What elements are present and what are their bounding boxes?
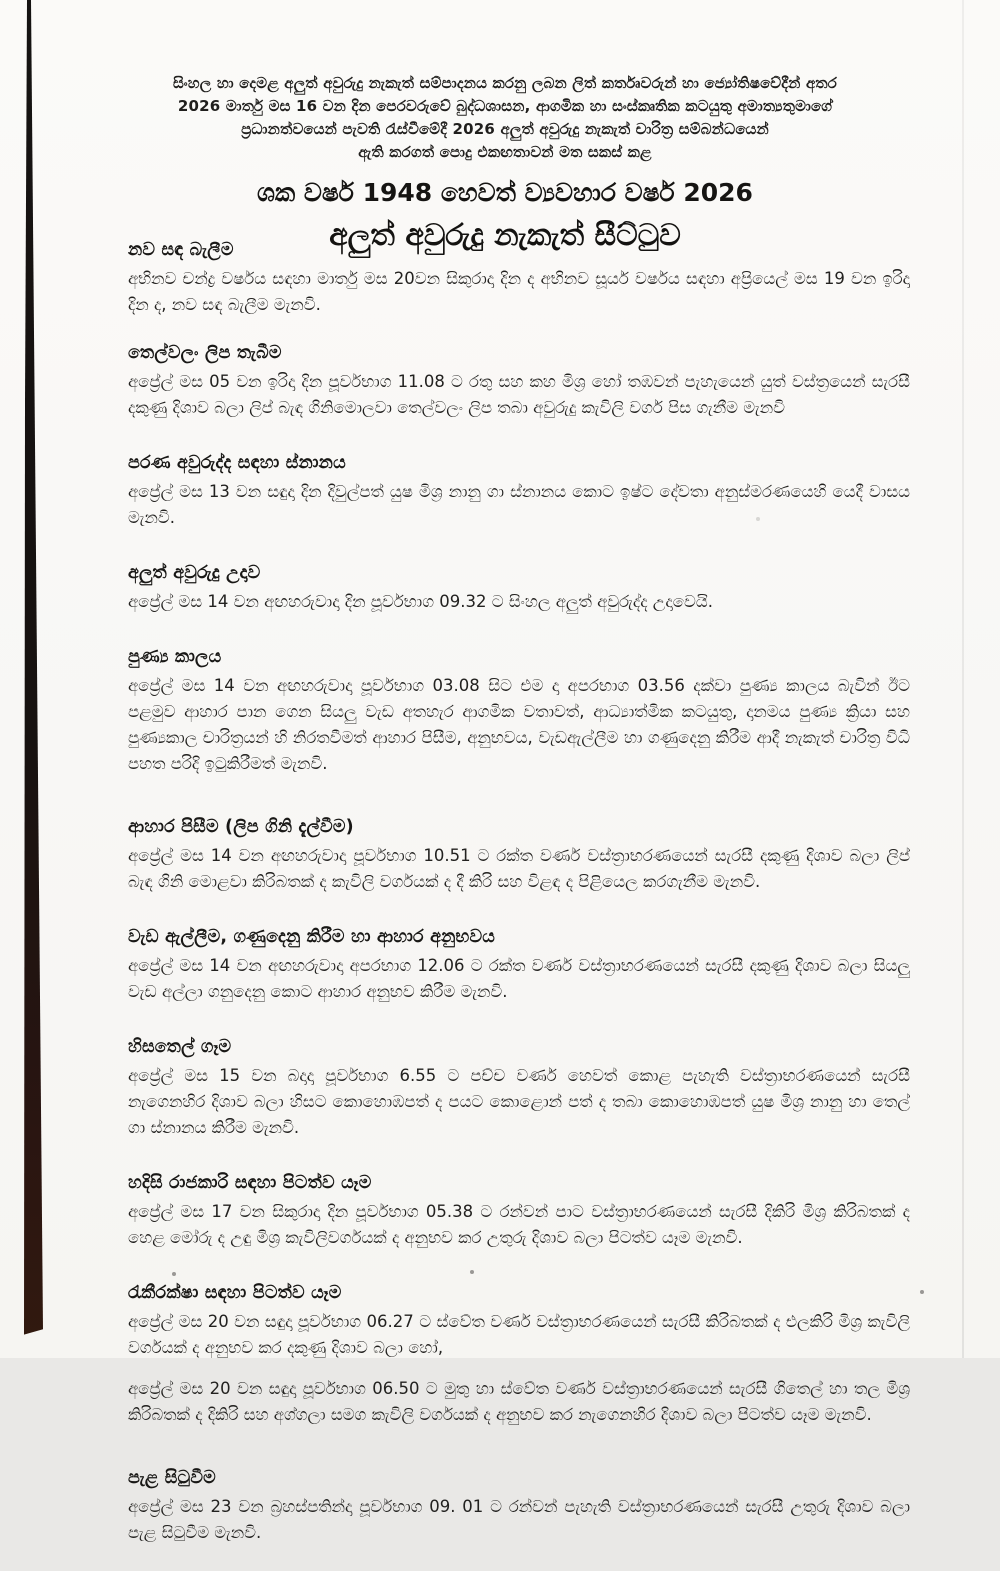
section-paragraph: අප්‍රේල් මස 23 වන බ්‍රහස්පතින්දා පූර්වභාග 09. 01 ට රන්වන් පැහැති වස්ත්‍රාභරණයෙන් සැරසී උතුරු දිශාව බලා පැළ සිටුවීම මැනවි. bbox=[128, 1497, 910, 1542]
section-paragraph: අප්‍රේල් මස 05 වන ඉරිදා දින පූර්වභාග 11.08 ට රතු සහ කහ මිශ්‍ර හෝ තඹවන් පැහැයෙන් යුත් වස්ත්‍රයෙන් සැරසී දකුණු දිශාව බලා ලිප් බැඳ ගිනිමොලවා තෙල්වලං ලිප තබා අවුරුදු කැවිලි වර්ග පිස ගැනීම මැනවි bbox=[128, 372, 910, 417]
document-subtitle-year: ශක වර්ෂ 1948 හෙවත් ව්‍යවහාර වර්ෂ 2026 bbox=[257, 178, 753, 207]
section-heading: පැළ සිටුවීම bbox=[128, 1468, 216, 1488]
section-urgent-duties-departure bbox=[128, 1173, 910, 1251]
section-bathing-old-year bbox=[128, 453, 910, 531]
section-paragraph: අභිනව චන්ද්‍ර වර්ෂය සඳහා මාර්තු මස 20වන සිකුරාදා දින ද අභිනව සූර්ය වර්ෂය සඳහා අප්‍රියෙල් මස 19 වන ඉරිදා දින ද, නව සඳ බැලීම මැනවි. bbox=[128, 269, 910, 314]
preamble-line-3: ප්‍රධානත්වයෙන් පැවති රැස්වීමේදී 2026 අලුත් අවුරුදු නැකැත් චාරිත්‍ර සම්බන්ධයෙන් bbox=[241, 120, 769, 138]
section-paragraph: අප්‍රේල් මස 17 වන සිකුරාදා දින පූර්වභාග 05.38 ට රන්වන් පාට වස්ත්‍රාභරණයෙන් සැරසී දිකිරි මිශ්‍ර කිරිබතක් ද හෙළ මෝරු ද උඳු මිශ්‍ර කැවිලිවර්ගයක් ද අනුභව කර උතුරු දිශාව බලා පිටත්ව යෑම මැනවි. bbox=[128, 1202, 910, 1247]
section-anointing-oil bbox=[128, 1037, 910, 1141]
section-oil-pot-hearth bbox=[128, 343, 910, 421]
section-planting-saplings bbox=[128, 1468, 910, 1546]
section-heading: වැඩ ඇල්ලීම, ගණුදෙනු කිරීම හා ආහාර අනුභවය bbox=[128, 927, 496, 947]
section-heading: අලුත් අවුරුදු උදාව bbox=[128, 563, 261, 583]
section-new-moon-observation bbox=[128, 240, 910, 318]
document-body bbox=[128, 240, 910, 1571]
section-paragraph: අප්‍රේල් මස 14 වන අඟහරුවාදා පූර්වභාග 10.51 ට රක්ත වර්ණ වස්ත්‍රාභරණයෙන් සැරසී දකුණු දිශාව බලා ලිප් බැඳ ගිනි මොළවා කිරිබතක් ද කැවිලි වර්ගයක් ද දී කිරි සහ විළඳ ද පිළියෙල කරගැනීම මැනවි. bbox=[128, 846, 910, 891]
section-auspicious-period bbox=[128, 647, 910, 777]
section-paragraph: අප්‍රේල් මස 14 වන අඟහරුවාදා පූර්වභාග 03.08 සිට එම දා අපරභාග 03.56 දක්වා පුණ්‍ය කාලය බැවින් ඊට පළමුව ආහාර පාන ගෙන සියලු වැඩ අතහැර ආගමික වතාවත්, ආධ්‍යාත්මික කටයුතු, දානමය පුණ්‍ය ක්‍රියා සහ පුණ්‍යකාල චාරිත්‍රයන් හි නිරතවීමත් ආහාර පිසීම, අනුභවය, වැඩඇල්ලීම හා ගණුදෙනු කිරීම ආදී නැකැත් චාරිත්‍ර විධි පහත පරිදි ඉටුකිරීමත් මැනවි. bbox=[128, 676, 910, 773]
section-heading: නව සඳ බැලීම bbox=[128, 240, 234, 260]
section-heading: පරණ අවුරුද්ද සඳහා ස්නානය bbox=[128, 453, 346, 473]
section-heading: ආහාර පිසීම (ලිප ගිනි දැල්වීම) bbox=[128, 817, 354, 837]
section-cooking-lighting-hearth bbox=[128, 817, 910, 895]
scan-speck bbox=[172, 1272, 176, 1276]
section-heading: පුණ්‍ය කාලය bbox=[128, 647, 222, 667]
section-paragraph: අප්‍රේල් මස 14 වන අඟහරුවාදා අපරභාග 12.06 ට රක්ත වර්ණ වස්ත්‍රාභරණයෙන් සැරසී දකුණු දිශාව බලා සියලු වැඩ අල්ලා ගනුදෙනු කොට ආහාර අනුභව කිරීම මැනවි. bbox=[128, 956, 910, 1001]
section-starting-work-transactions bbox=[128, 927, 910, 1005]
preamble-line-2: 2026 මාර්තු මස 16 වන දින පෙරවරුවේ බුද්ධශාසන, ආගමික හා සංස්කෘතික කටයුතු අමාත්‍යතුමාගේ bbox=[177, 97, 833, 115]
section-paragraph: අප්‍රේල් මස 20 වන සඳුදා පූර්වභාග 06.50 ට මුතු හා ස්වේත වර්ණ වස්ත්‍රාභරණයෙන් සැරසී ගිතෙල් හා තල මිශ්‍ර කිරිබතක් ද දිකිරි සහ අග්ගලා සමග කැවිලි වර්ගයක් ද අනුභව කර නැගෙනහිර දිශාව බලා පිටත්ව යෑම මැනවි. bbox=[128, 1379, 910, 1424]
scan-speck bbox=[920, 1290, 924, 1294]
document-header bbox=[100, 72, 910, 253]
section-paragraph: අප්‍රේල් මස 13 වන සඳුදා දින දිවුල්පත් යුෂ මිශ්‍ර නානු ගා ස්නානය කොට ඉෂ්ට දේවතා අනුස්මරණයෙහි යෙදී වාසය මැනවි. bbox=[128, 482, 910, 527]
scan-right-page-edge bbox=[962, 0, 964, 1358]
section-paragraph: අප්‍රේල් මස 15 වන බදාදා පූර්වභාග 6.55 ට පච්ච වර්ණ හෙවත් කොළ පැහැති වස්ත්‍රාභරණයෙන් සැරසී නැගෙනහිර දිශාව බලා හිසට කොහොඹපත් ද පයට කොළොන් පත් ද තබා කොහොඹපත් යුෂ මිශ්‍ර නානු හා තෙල් ගා ස්නානය කිරීම මැනවි. bbox=[128, 1066, 910, 1137]
section-heading: තෙල්වලං ලිප තැබීම bbox=[128, 343, 282, 363]
document-title: අලුත් අවුරුදු නැකැත් සීට්ටුව bbox=[329, 218, 681, 253]
section-new-year-dawn bbox=[128, 563, 910, 615]
section-paragraph: අප්‍රේල් මස 14 වන අඟහරුවාදා දින පූර්වභාග 09.32 ට සිංහල අලුත් අවුරුද්ද උදාවෙයි. bbox=[128, 592, 713, 611]
scan-left-edge-artifact bbox=[24, 0, 46, 1340]
preamble-line-1: සිංහල හා දෙමළ අලුත් අවුරුදු නැකැත් සම්පාදනය කරනු ලබන ලිත් කර්තෘවරුන් හා ජ්‍යෝතිෂවේදීන් අතර bbox=[172, 74, 838, 92]
preamble-line-4: ඇති කරගත් පොදු එකඟතාවන් මත සකස් කළ bbox=[358, 143, 652, 161]
section-heading: රැකීරක්ෂා සඳහා පිටත්ව යෑම bbox=[128, 1283, 342, 1303]
section-paragraph: අප්‍රේල් මස 20 වන සඳුදා පූර්වභාග 06.27 ට ස්වේත වර්ණ වස්ත්‍රාභරණයෙන් සැරසී කිරිබතක් ද එලකිරි මිශ්‍ර කැවිලි වර්ගයක් ද අනුභව කර දකුණු දිශාව බලා හෝ, bbox=[128, 1312, 910, 1357]
scan-speck bbox=[756, 517, 760, 521]
section-heading: හදිසි රාජකාරි සඳහා පිටත්ව යෑම bbox=[128, 1173, 372, 1193]
scan-speck bbox=[470, 1270, 474, 1274]
section-heading: හිසතෙල් ගෑම bbox=[128, 1037, 232, 1057]
section-leaving-for-work bbox=[128, 1283, 910, 1428]
